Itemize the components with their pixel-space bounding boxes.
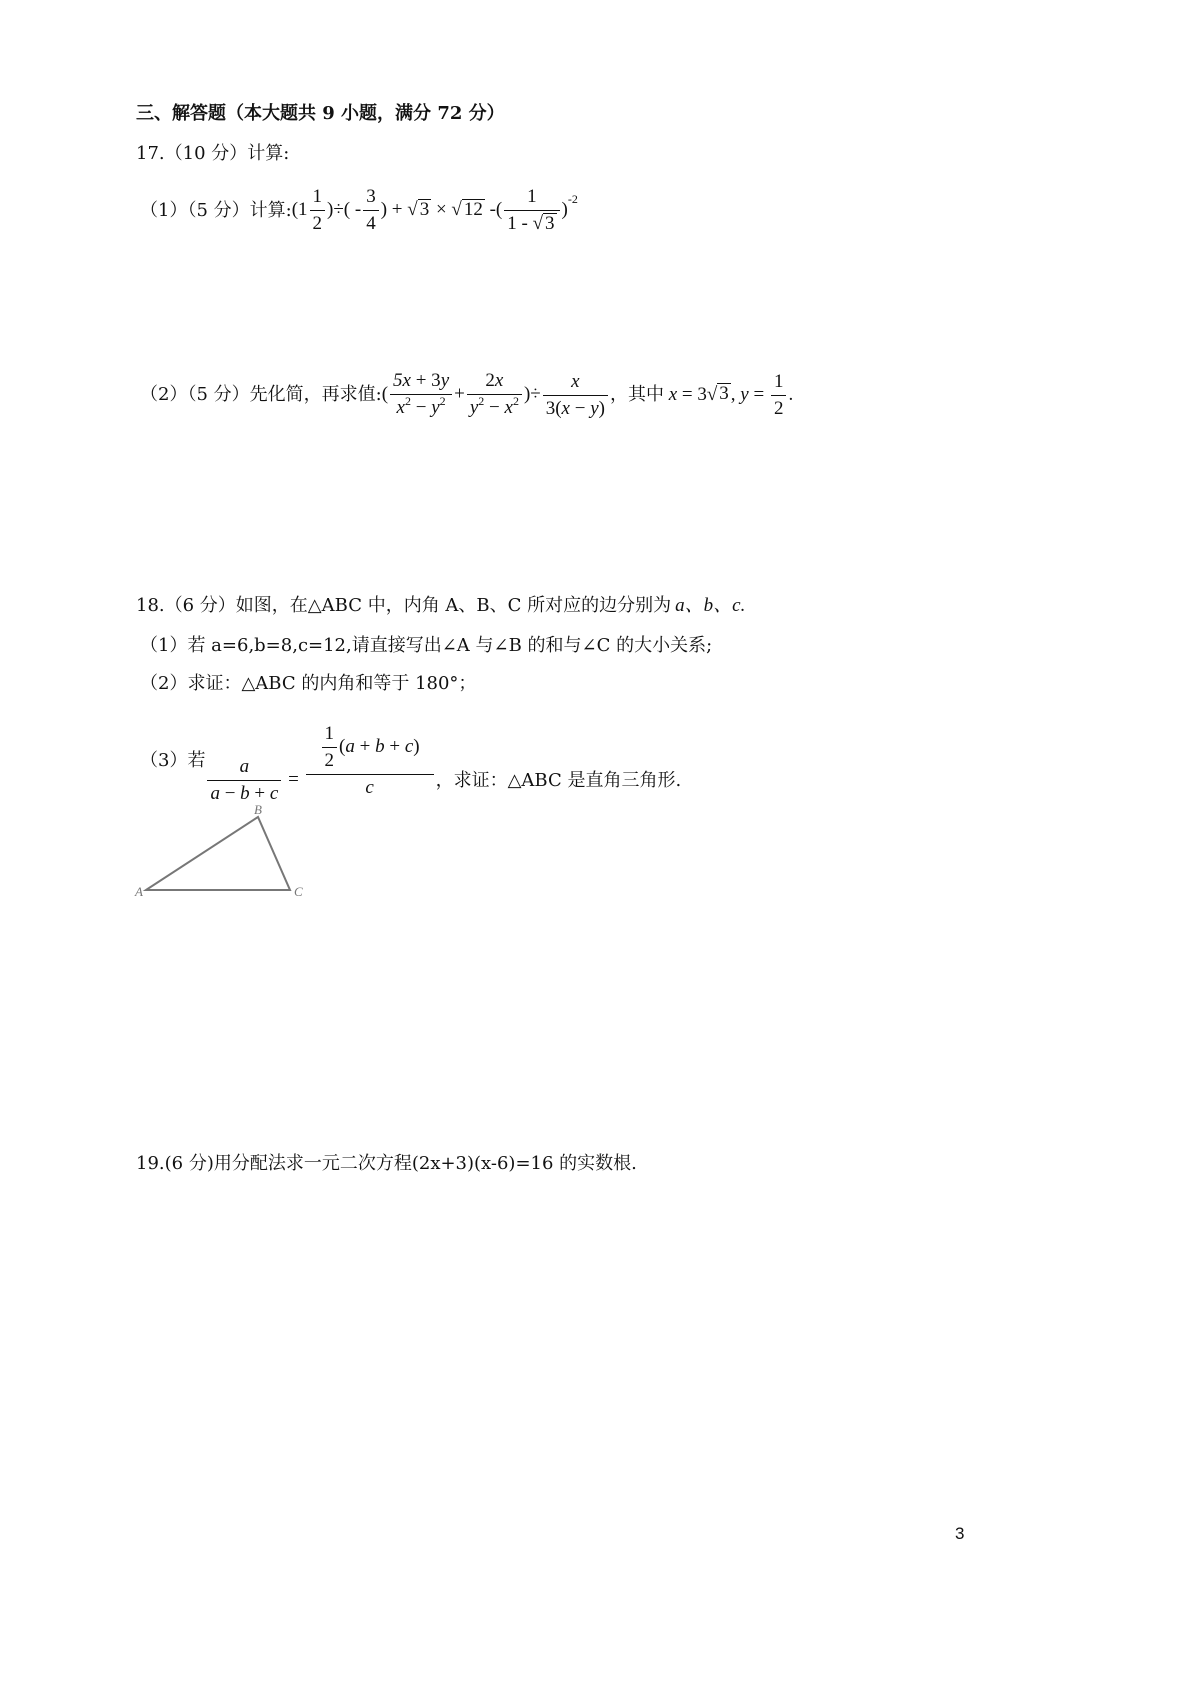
q17-title: 17.（10 分）计算: [136,143,290,164]
q17-part1-label: （1）（5 分）计算: [140,199,292,221]
q18-part1: （1）若 a=6,b=8,c=12,请直接写出∠A 与∠B 的和与∠C 的大小关系; [140,635,713,656]
q17-part2 [140,368,793,422]
q18-part3-expression: $\frac{a}{a - b + c}$ = $\frac{1}{2}$ (a + b + c) c [205,714,435,807]
q18-part3-label: （3）若 [140,749,206,771]
q18-part2: （2）求证：△ABC 的内角和等于 180°； [140,673,477,694]
q17-part2-where: ，其中 [609,384,664,405]
vertex-label-b: B [254,804,262,817]
q17-part1 [140,184,578,237]
q17-part2-values: x = 3√ 3 , y = $\frac{1}{2}$ . [668,370,794,419]
q18-title-row [136,594,745,618]
triangle-abc-figure [130,804,320,904]
q18-title-vars: a、b、c. [675,595,746,616]
q19-title: 19.(6 分)用分配法求一元二次方程(2x+3)(x-6)=16 的实数根. [136,1153,637,1174]
q17-part2-label: （2）（5 分）先化简，再求值: [140,384,382,405]
q18-title: 18.（6 分）如图，在△ABC 中，内角 A、B、C 所对应的边分别为 [136,595,672,616]
q18-part3-tail: ，求证：△ABC 是直角三角形. [435,769,682,791]
section-heading: 三、解答题（本大题共 9 小题，满分 72 分） [136,103,505,124]
triangle-outline [146,817,290,890]
q17-part1-expression: (1 $\frac{1}{2}$ )÷( - $\frac{3}{4}$ ) + √ 3 × √ 12 -( $\frac{1}{1 - √ 3}$ )$^{-2}$ [291,186,578,234]
q17-part2-expression: ( $\frac{5x + 3y}{x^2 - y^2}$ + $\frac{2x}{y^2 - x^2}$ )÷ $\frac{x}{3(x - y)}$ [382,368,610,422]
page-number: 3 [955,1524,965,1543]
vertex-label-a: A [135,884,143,899]
vertex-label-c: C [294,884,303,899]
q18-part3 [140,714,681,807]
